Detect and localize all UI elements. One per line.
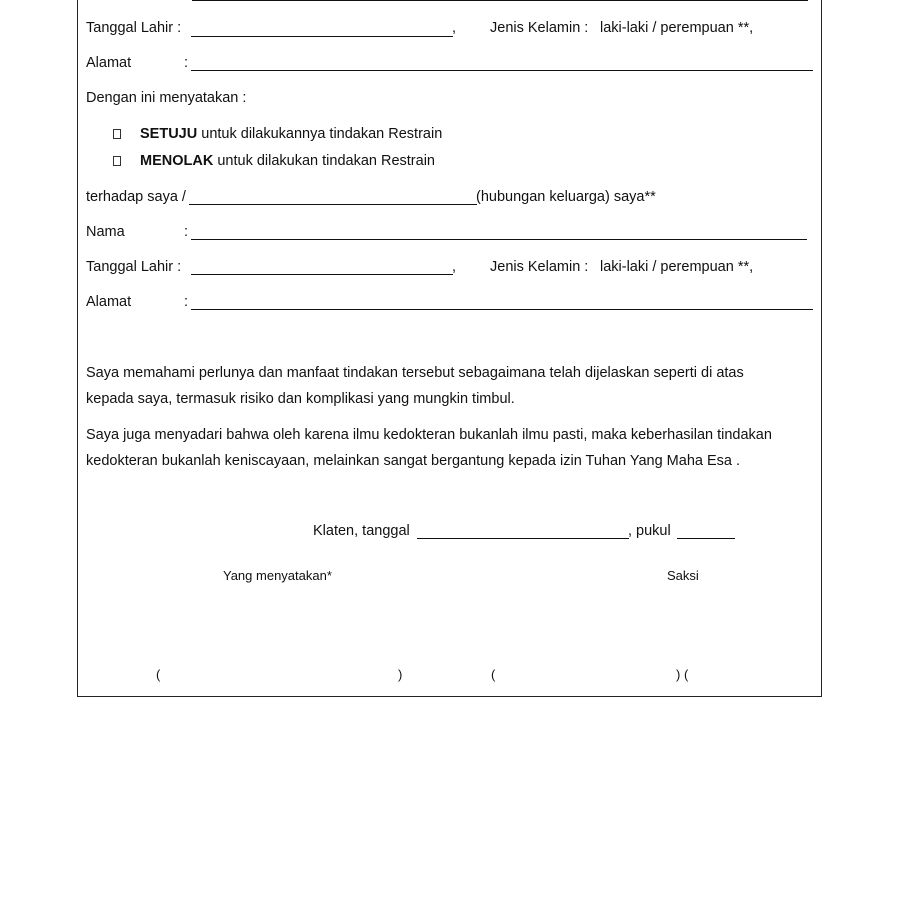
subject-dob-label: Tanggal Lahir : <box>86 259 182 275</box>
address-field[interactable] <box>191 70 813 71</box>
subject-name-label: Nama <box>86 224 125 240</box>
subject-address-field[interactable] <box>191 309 813 310</box>
refuse-checkbox[interactable] <box>113 156 121 166</box>
subject-name-colon: : <box>184 224 189 240</box>
agree-checkbox[interactable] <box>113 129 121 139</box>
address-colon: : <box>184 55 189 71</box>
address-label: Alamat <box>86 55 132 71</box>
name-field-line-top[interactable] <box>192 0 808 1</box>
subject-name-field[interactable] <box>191 239 807 240</box>
paragraph-1-line-2: kepada saya, termasuk risiko dan komplikasi yang mungkin timbul. <box>86 391 515 407</box>
towards-prefix: terhadap saya / <box>86 189 186 205</box>
towards-suffix: (hubungan keluarga) saya** <box>476 189 656 205</box>
dob-field[interactable] <box>191 36 453 37</box>
subject-address-colon: : <box>184 294 189 310</box>
agree-text: untuk dilakukannya tindakan Restrain <box>201 126 443 142</box>
date-field[interactable] <box>417 538 629 539</box>
refuse-bold: MENOLAK <box>140 153 214 169</box>
declarer-signature-close: ) <box>398 667 403 682</box>
relationship-field[interactable] <box>189 204 477 205</box>
refuse-text: untuk dilakukan tindakan Restrain <box>217 153 435 169</box>
subject-dob-field[interactable] <box>191 274 453 275</box>
gender-label: Jenis Kelamin : <box>490 20 589 36</box>
dob-comma: , <box>452 20 457 36</box>
paragraph-2-line-1: Saya juga menyadari bahwa oleh karena ilmu kedokteran bukanlah ilmu pasti, maka keberhasilan tindakan <box>86 427 772 443</box>
witness-signature-open: ( <box>491 667 496 682</box>
gender-options[interactable]: laki-laki / perempuan **, <box>600 20 754 36</box>
agree-option <box>140 126 442 142</box>
dob-label: Tanggal Lahir : <box>86 20 182 36</box>
declarer-signature-open: ( <box>156 667 161 682</box>
refuse-option <box>140 153 435 169</box>
time-label: , pukul <box>628 523 671 539</box>
witness-label: Saksi <box>667 568 699 583</box>
subject-address-label: Alamat <box>86 294 132 310</box>
agree-bold: SETUJU <box>140 126 198 142</box>
subject-gender-options[interactable]: laki-laki / perempuan **, <box>600 259 754 275</box>
subject-dob-comma: , <box>452 259 457 275</box>
declarer-label: Yang menyatakan* <box>223 568 332 583</box>
place-date-prefix: Klaten, tanggal <box>313 523 410 539</box>
subject-gender-label: Jenis Kelamin : <box>490 259 589 275</box>
paragraph-2-line-2: kedokteran bukanlah keniscayaan, melainkan sangat bergantung kepada izin Tuhan Yang Maha Esa . <box>86 453 741 469</box>
statement-intro: Dengan ini menyatakan : <box>86 90 247 106</box>
paragraph-1-line-1: Saya memahami perlunya dan manfaat tindakan tersebut sebagaimana telah dijelaskan seperti di atas <box>86 365 744 381</box>
witness-signature-close: ) ( <box>676 667 689 682</box>
time-field[interactable] <box>677 538 735 539</box>
